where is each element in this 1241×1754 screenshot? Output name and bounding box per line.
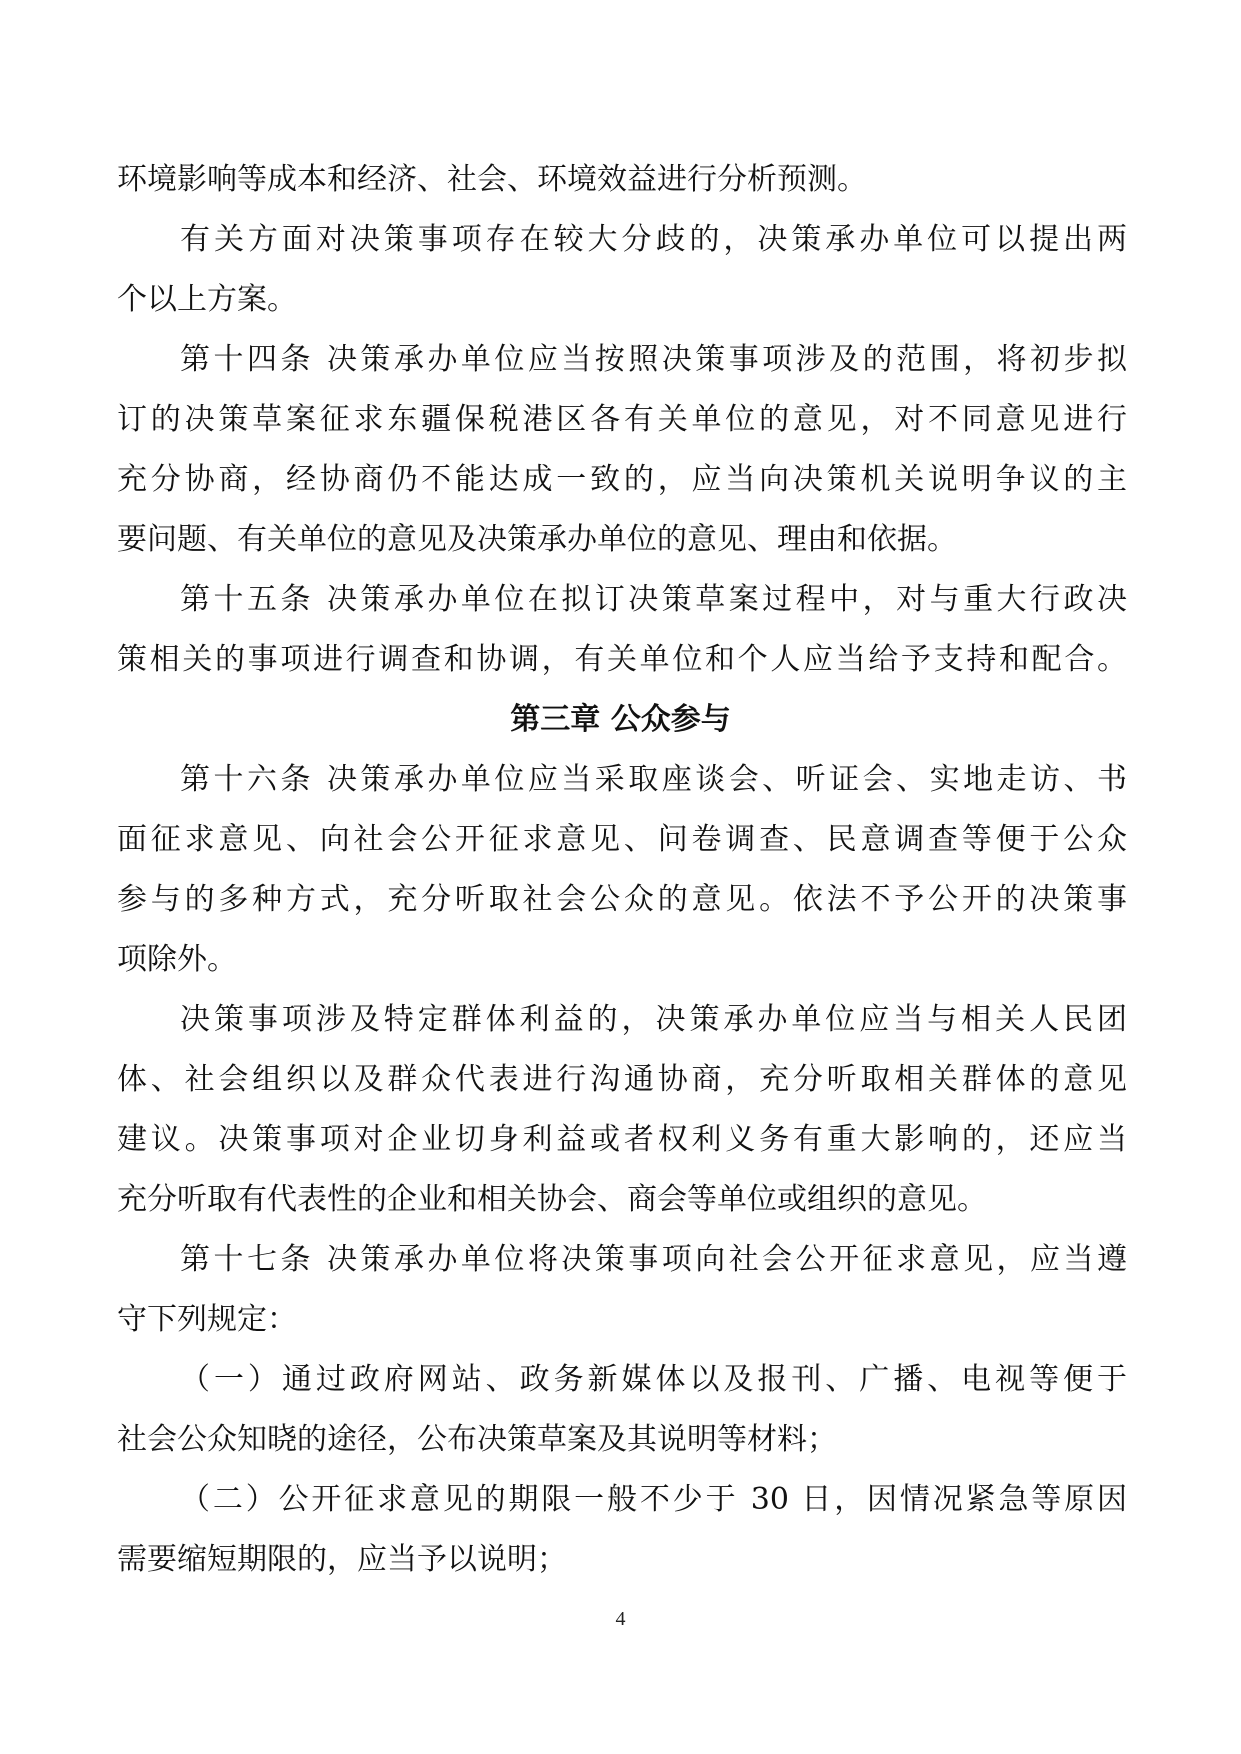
chapter-heading: 第三章 公众参与 <box>510 702 731 737</box>
text-line: 策相关的事项进行调查和协调，有关单位和个人应当给予支持和配合。 <box>117 642 1127 677</box>
text-line: 环境影响等成本和经济、社会、环境效益进行分析预测。 <box>117 162 867 197</box>
text-line: 社会公众知晓的途径，公布决策草案及其说明等材料； <box>117 1422 837 1457</box>
text-line: 要问题、有关单位的意见及决策承办单位的意见、理由和依据。 <box>117 522 957 557</box>
text-line: 第十四条 决策承办单位应当按照决策事项涉及的范围，将初步拟 <box>180 342 1127 377</box>
text-line: （一）通过政府网站、政务新媒体以及报刊、广播、电视等便于 <box>180 1362 1127 1397</box>
text-line: 充分协商，经协商仍不能达成一致的，应当向决策机关说明争议的主 <box>117 462 1127 497</box>
text-line: 面征求意见、向社会公开征求意见、问卷调查、民意调查等便于公众 <box>117 822 1127 857</box>
text-line: （二）公开征求意见的期限一般不少于 30 日，因情况紧急等原因 <box>180 1482 1127 1517</box>
text-line: 参与的多种方式，充分听取社会公众的意见。依法不予公开的决策事 <box>117 882 1127 917</box>
text-line: 需要缩短期限的，应当予以说明； <box>117 1542 567 1577</box>
text-line: 决策事项涉及特定群体利益的，决策承办单位应当与相关人民团 <box>180 1002 1127 1037</box>
text-line: 体、社会组织以及群众代表进行沟通协商，充分听取相关群体的意见 <box>117 1062 1127 1097</box>
text-line: 个以上方案。 <box>117 282 297 317</box>
text-line: 充分听取有代表性的企业和相关协会、商会等单位或组织的意见。 <box>117 1182 987 1217</box>
page-number: 4 <box>615 1608 626 1630</box>
text-line: 建议。决策事项对企业切身利益或者权利义务有重大影响的，还应当 <box>117 1122 1127 1157</box>
text-line: 有关方面对决策事项存在较大分歧的，决策承办单位可以提出两 <box>180 222 1127 257</box>
text-line: 订的决策草案征求东疆保税港区各有关单位的意见，对不同意见进行 <box>117 402 1127 437</box>
text-line: 第十五条 决策承办单位在拟订决策草案过程中，对与重大行政决 <box>180 582 1127 617</box>
text-line: 第十七条 决策承办单位将决策事项向社会公开征求意见，应当遵 <box>180 1242 1127 1277</box>
text-line: 守下列规定： <box>117 1302 297 1337</box>
text-line: 项除外。 <box>117 942 237 977</box>
text-line: 第十六条 决策承办单位应当采取座谈会、听证会、实地走访、书 <box>180 762 1127 797</box>
